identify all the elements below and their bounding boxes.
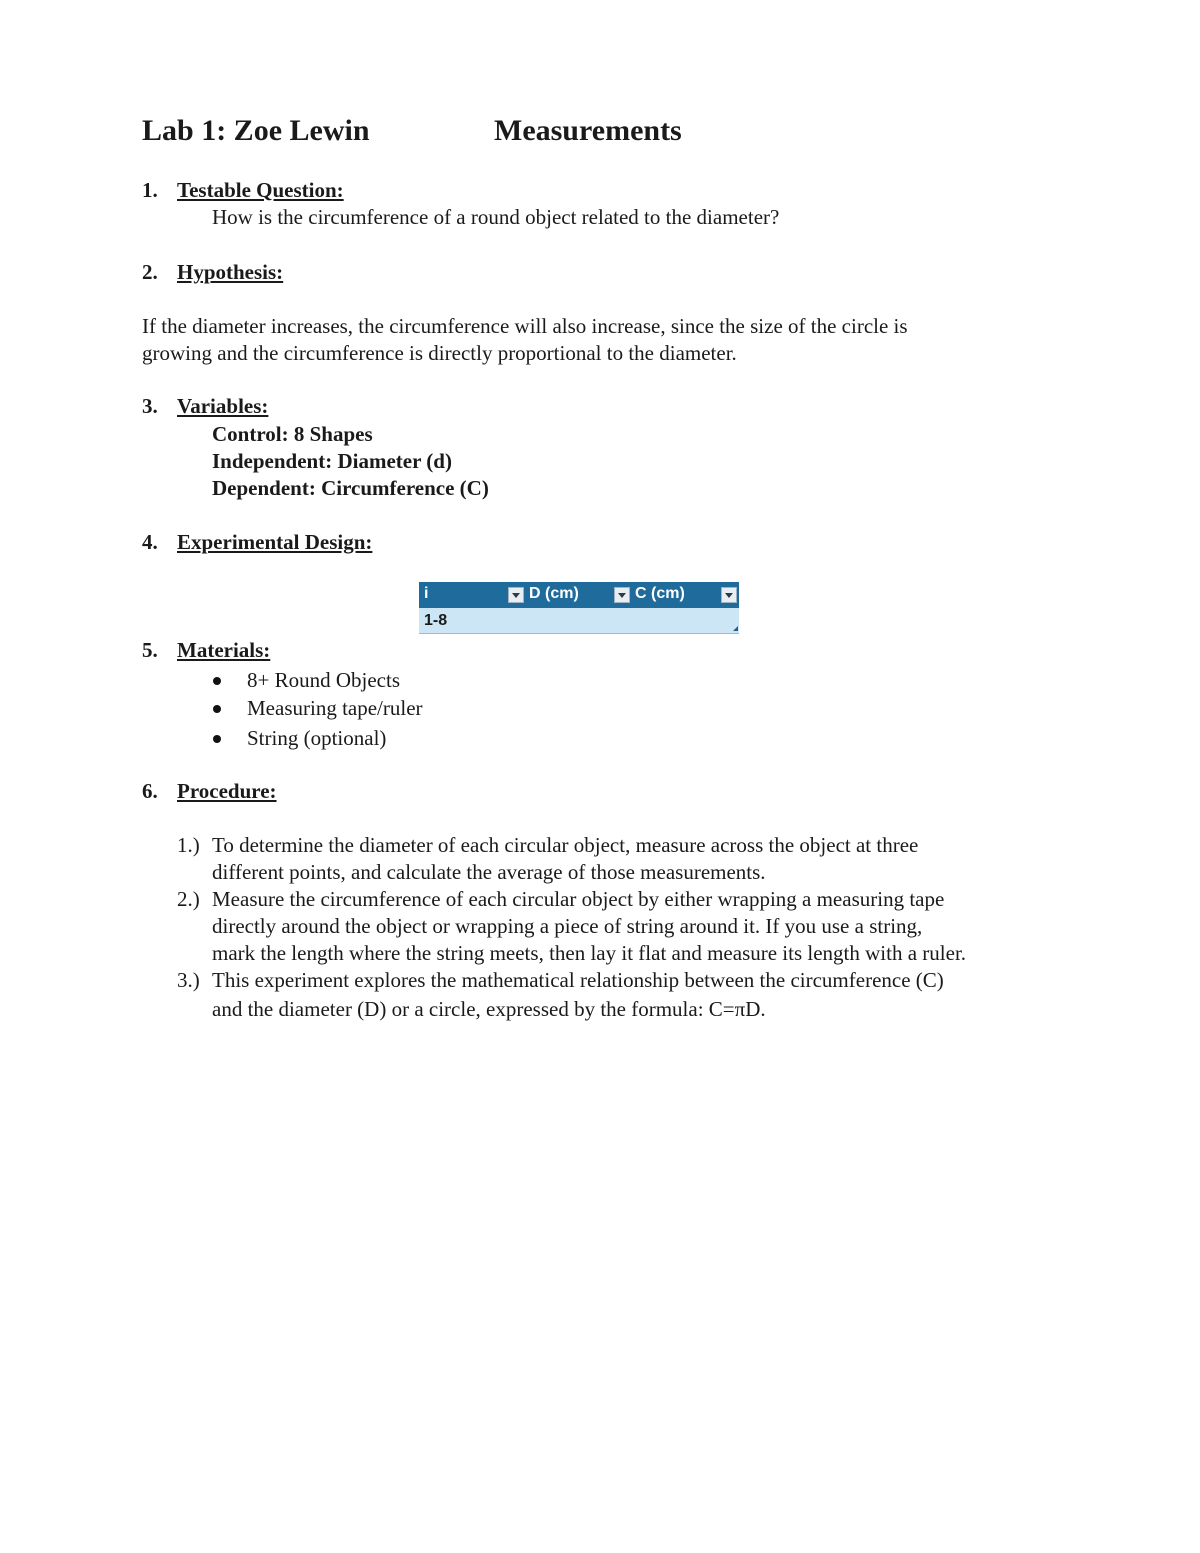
section-4-number: 4. (142, 530, 158, 554)
procedure-step-2-line-2: directly around the object or wrapping a piece of string around it. If you use a string, (212, 914, 923, 938)
table-header-row (419, 582, 739, 608)
variable-control: Control: 8 Shapes (212, 422, 373, 446)
filter-dropdown-icon[interactable] (721, 587, 737, 603)
bullet-icon (213, 677, 221, 685)
section-5-heading: Materials: (177, 638, 271, 662)
testable-question-text: How is the circumference of a round object related to the diameter? (212, 205, 780, 229)
document-title-author: Lab 1: Zoe Lewin (142, 114, 370, 147)
procedure-step-2-line-1: Measure the circumference of each circular object by either wrapping a measuring tape (212, 887, 945, 911)
list-item: Measuring tape/ruler (247, 696, 423, 720)
procedure-step-1-number: 1.) (177, 833, 200, 857)
table-header-i: i (424, 585, 429, 602)
section-3-heading: Variables: (177, 394, 269, 418)
section-2-heading: Hypothesis: (177, 260, 284, 284)
table-row (419, 608, 739, 634)
procedure-step-3-line-2: and the diameter (D) or a circle, expressed by the formula: C=πD. (212, 997, 766, 1021)
procedure-step-2-line-3: mark the length where the string meets, then lay it flat and measure its length with a ruler. (212, 941, 967, 965)
section-3-number: 3. (142, 394, 158, 418)
section-1-number: 1. (142, 178, 158, 202)
procedure-step-3-number: 3.) (177, 968, 200, 992)
bullet-icon (213, 735, 221, 743)
procedure-step-2-number: 2.) (177, 887, 200, 911)
procedure-step-1-line-1: To determine the diameter of each circular object, measure across the object at three (212, 833, 919, 857)
variable-independent: Independent: Diameter (d) (212, 449, 452, 473)
procedure-step-1-line-2: different points, and calculate the average of those measurements. (212, 860, 766, 884)
section-6-heading: Procedure: (177, 779, 277, 803)
filter-dropdown-icon[interactable] (614, 587, 630, 603)
section-2-number: 2. (142, 260, 158, 284)
section-5-number: 5. (142, 638, 158, 662)
hypothesis-line-2: growing and the circumference is directly proportional to the diameter. (142, 341, 737, 365)
variable-dependent: Dependent: Circumference (C) (212, 476, 489, 500)
filter-dropdown-icon[interactable] (508, 587, 524, 603)
table-resize-handle-icon[interactable] (733, 626, 738, 631)
procedure-step-3-line-1: This experiment explores the mathematical relationship between the circumference (C) (212, 968, 944, 992)
list-item: 8+ Round Objects (247, 668, 400, 692)
table-header-diameter: D (cm) (529, 585, 579, 602)
experimental-design-table (419, 582, 739, 634)
hypothesis-line-1: If the diameter increases, the circumference will also increase, since the size of the circle is (142, 314, 908, 338)
section-6-number: 6. (142, 779, 158, 803)
section-1-heading: Testable Question: (177, 178, 344, 202)
table-header-circumference: C (cm) (635, 585, 685, 602)
bullet-icon (213, 705, 221, 713)
list-item: String (optional) (247, 726, 387, 750)
document-title-topic: Measurements (494, 114, 682, 147)
section-4-heading: Experimental Design: (177, 530, 373, 554)
table-cell-i: 1-8 (424, 612, 448, 629)
